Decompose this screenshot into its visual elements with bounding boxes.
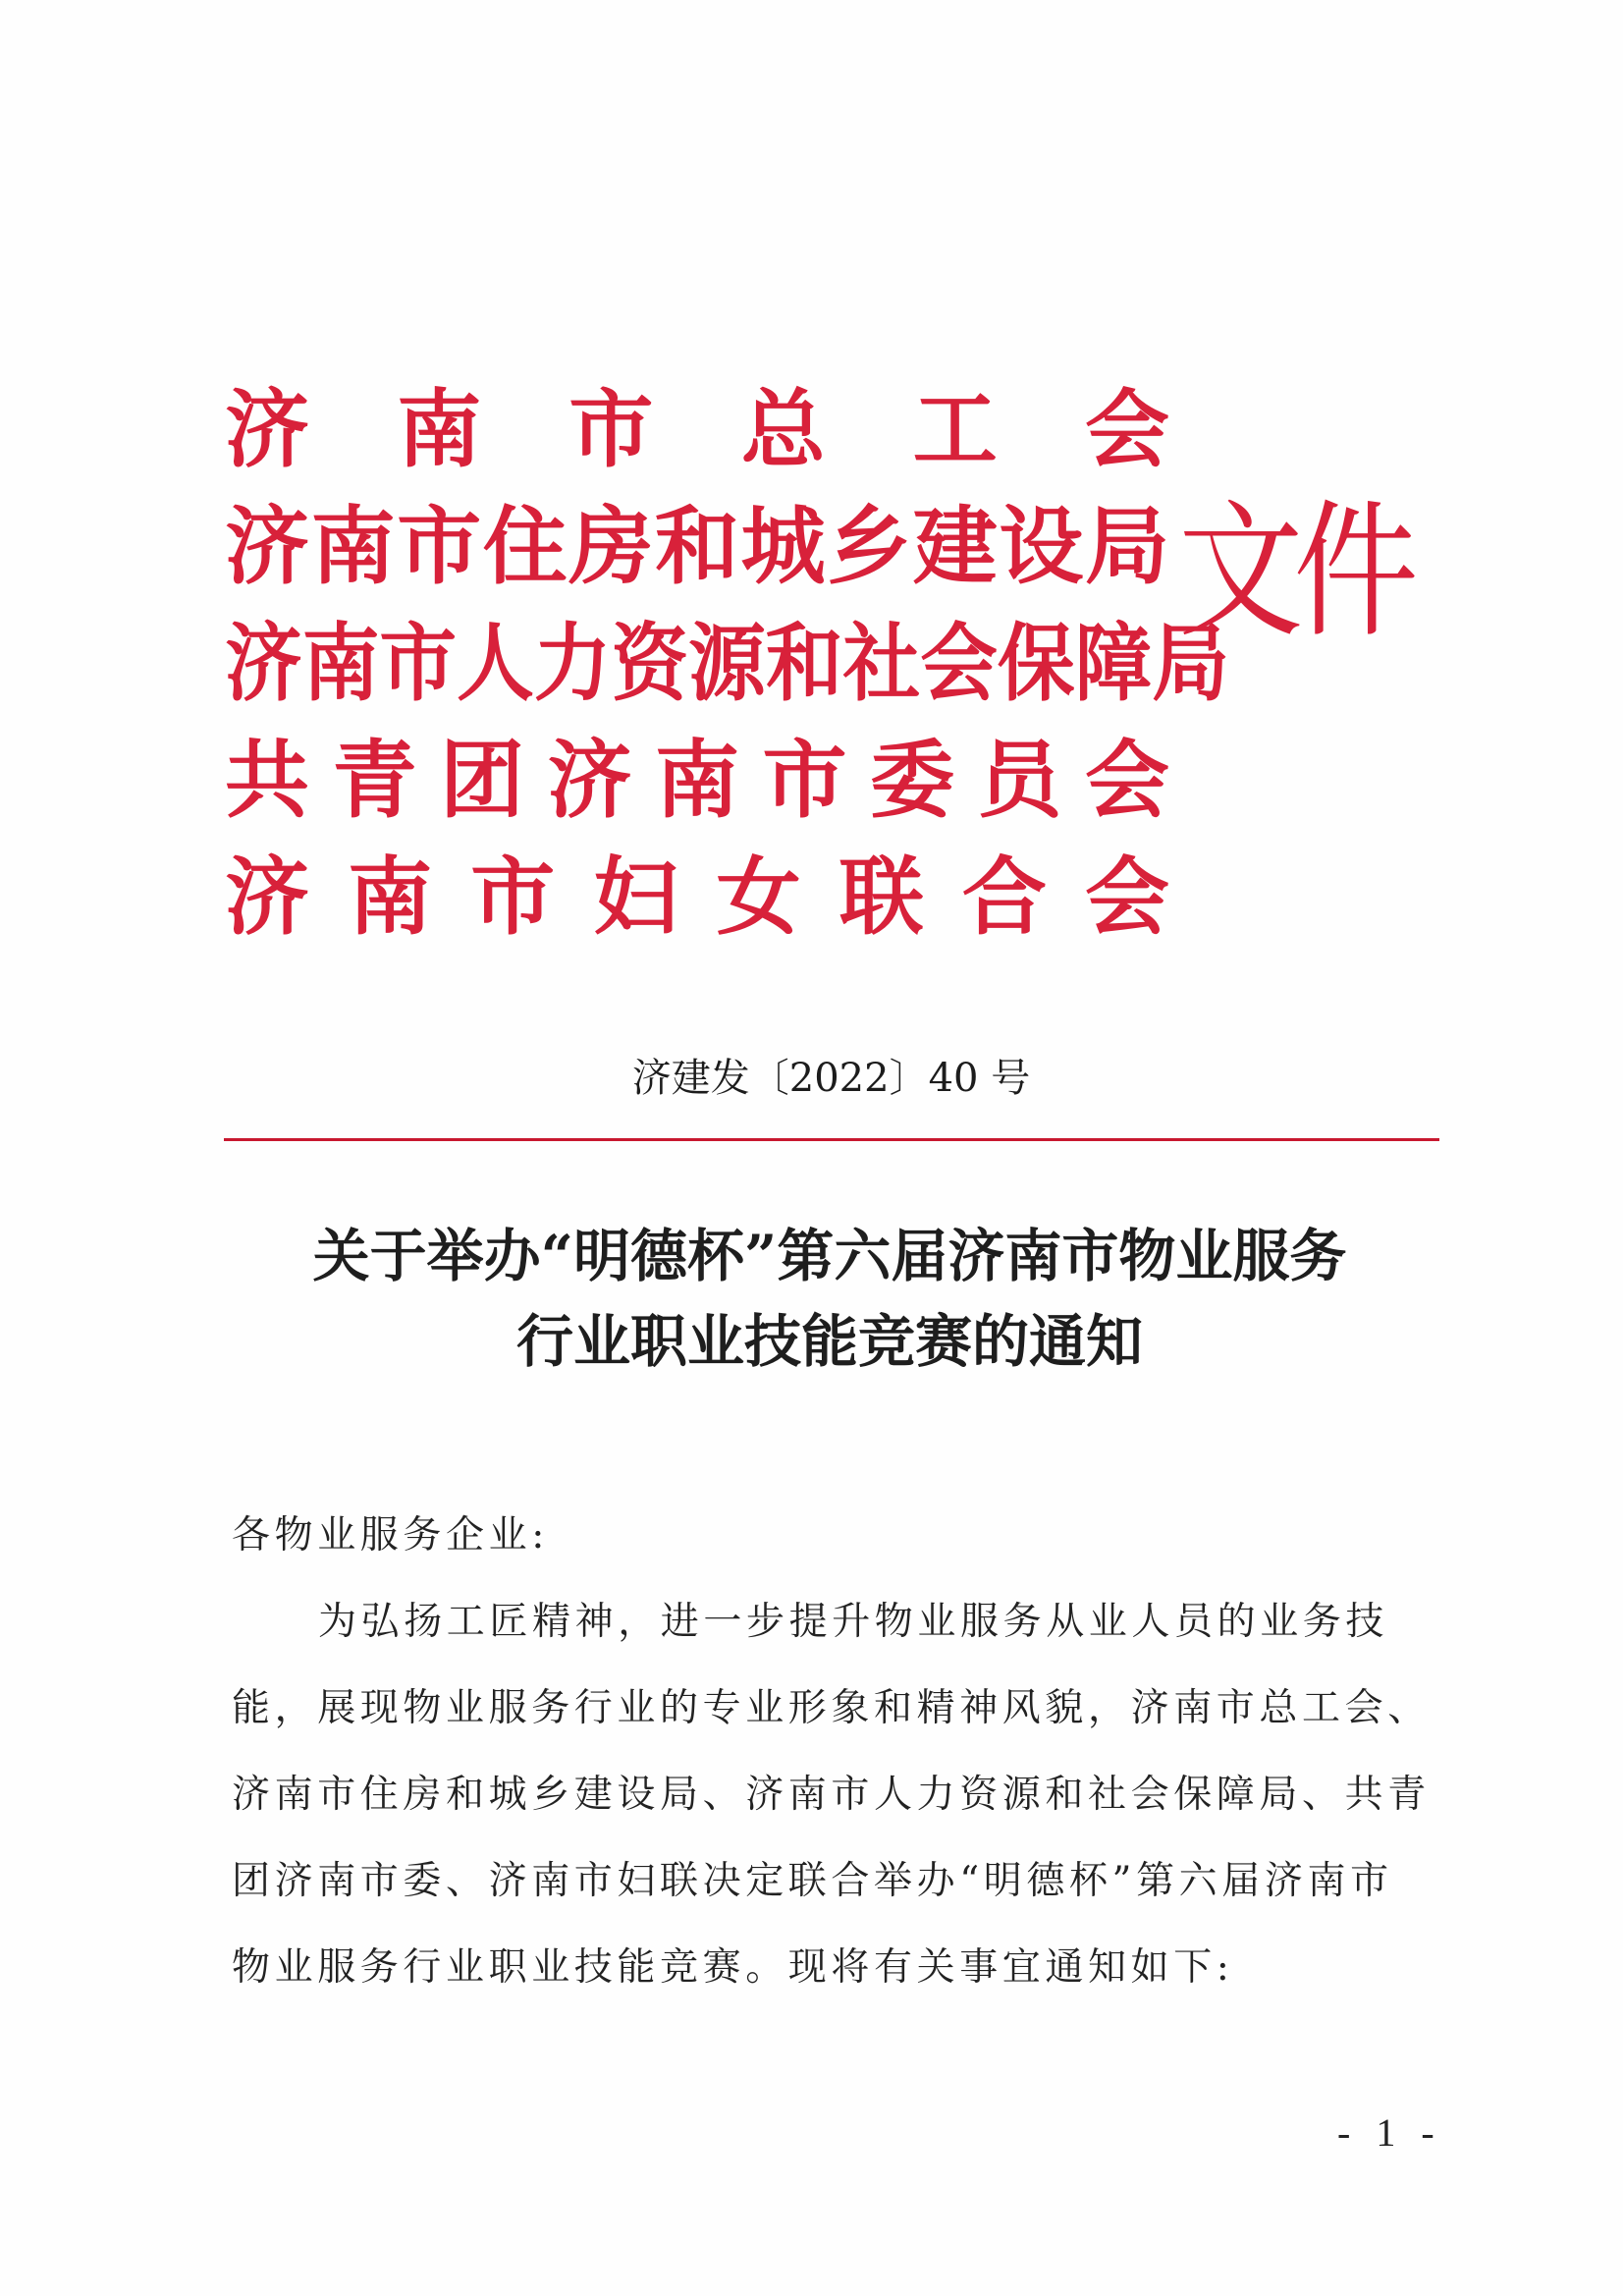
issuer-char: 妇 [593,847,678,947]
paragraph-line: 物业服务行业职业技能竞赛。现将有关事宜通知如下: [232,1945,1234,1990]
issuer-char: 市 [397,496,482,596]
issuer-char: 房 [568,496,654,596]
issuer-char: 城 [740,496,826,596]
issuer-char: 南 [655,730,739,830]
issuer-char: 南 [301,613,380,713]
issuer-char: 和 [654,496,739,596]
issuer-char: 设 [999,496,1084,596]
issuer-char: 联 [839,847,924,947]
issuer-char: 和 [765,613,843,713]
issuer-char: 济 [225,613,302,713]
issuer-char: 济 [547,730,632,830]
issuer-char: 济 [225,847,309,947]
issuer-char: 市 [379,613,458,713]
issuer-char: 工 [912,379,998,479]
issuer-row-5 [225,839,1169,956]
issuer-char: 会 [1085,730,1169,830]
salutation: 各物业服务企业: [232,1513,549,1558]
paragraph-line: 团济南市委、济南市妇联决定联合举办“明德杯”第六届济南市 [232,1859,1393,1903]
issuer-char: 局 [1084,496,1169,596]
page-number: - 1 - [1337,2110,1442,2155]
issuer-char: 障 [1074,613,1153,713]
issuer-char: 力 [533,613,612,713]
issuer-char: 委 [870,730,954,830]
issuer-char: 乡 [827,496,912,596]
document-number: 济建发〔2022〕40 号 [631,1056,1031,1101]
issuer-char: 团 [440,730,524,830]
issuer-row-2 [225,488,1169,605]
paragraph-line: 为弘扬工匠精神，进一步提升物业服务从业人员的业务技 [318,1600,1389,1644]
document-body [232,1493,1441,2011]
issuer-char: 社 [842,613,921,713]
issuer-char: 会 [1084,847,1169,947]
issuer-row-4 [225,722,1169,839]
issuer-char: 南 [348,847,433,947]
title-line-1: 关于举办“明德杯”第六届济南市物业服务 [312,1223,1347,1289]
issuer-header [225,371,1229,956]
issuer-char: 会 [1084,379,1169,479]
issuer-row-3 [225,605,1229,722]
issuer-char: 青 [332,730,417,830]
issuer-char: 女 [716,847,801,947]
issuer-char: 合 [961,847,1047,947]
paragraph-line: 能，展现物业服务行业的专业形象和精神风貌，济南市总工会、 [232,1686,1431,1730]
issuer-char: 济 [225,379,309,479]
issuer-char: 南 [310,496,396,596]
document-label: 文件 [1178,487,1409,658]
issuer-char: 资 [611,613,689,713]
issuer-char: 员 [977,730,1062,830]
issuer-char: 济 [225,496,309,596]
paragraph-line: 济南市住房和城乡建设局、济南市人力资源和社会保障局、共青 [232,1773,1431,1817]
issuer-char: 保 [997,613,1075,713]
document-title [236,1214,1424,1385]
issuer-char: 市 [568,379,654,479]
issuer-char: 住 [482,496,568,596]
issuer-row-1 [225,371,1169,488]
issuer-char: 建 [912,496,998,596]
title-line-2: 行业职业技能竞赛的通知 [515,1308,1143,1375]
issuer-char: 总 [740,379,826,479]
issuer-char: 市 [762,730,847,830]
issuer-char: 人 [457,613,534,713]
issuer-char: 会 [920,613,998,713]
issuer-char: 市 [470,847,556,947]
issuer-char: 共 [225,730,309,830]
issuer-char: 南 [397,379,482,479]
red-divider-line [224,1138,1439,1141]
issuer-char: 源 [688,613,766,713]
issuer-char: 局 [1152,613,1229,713]
